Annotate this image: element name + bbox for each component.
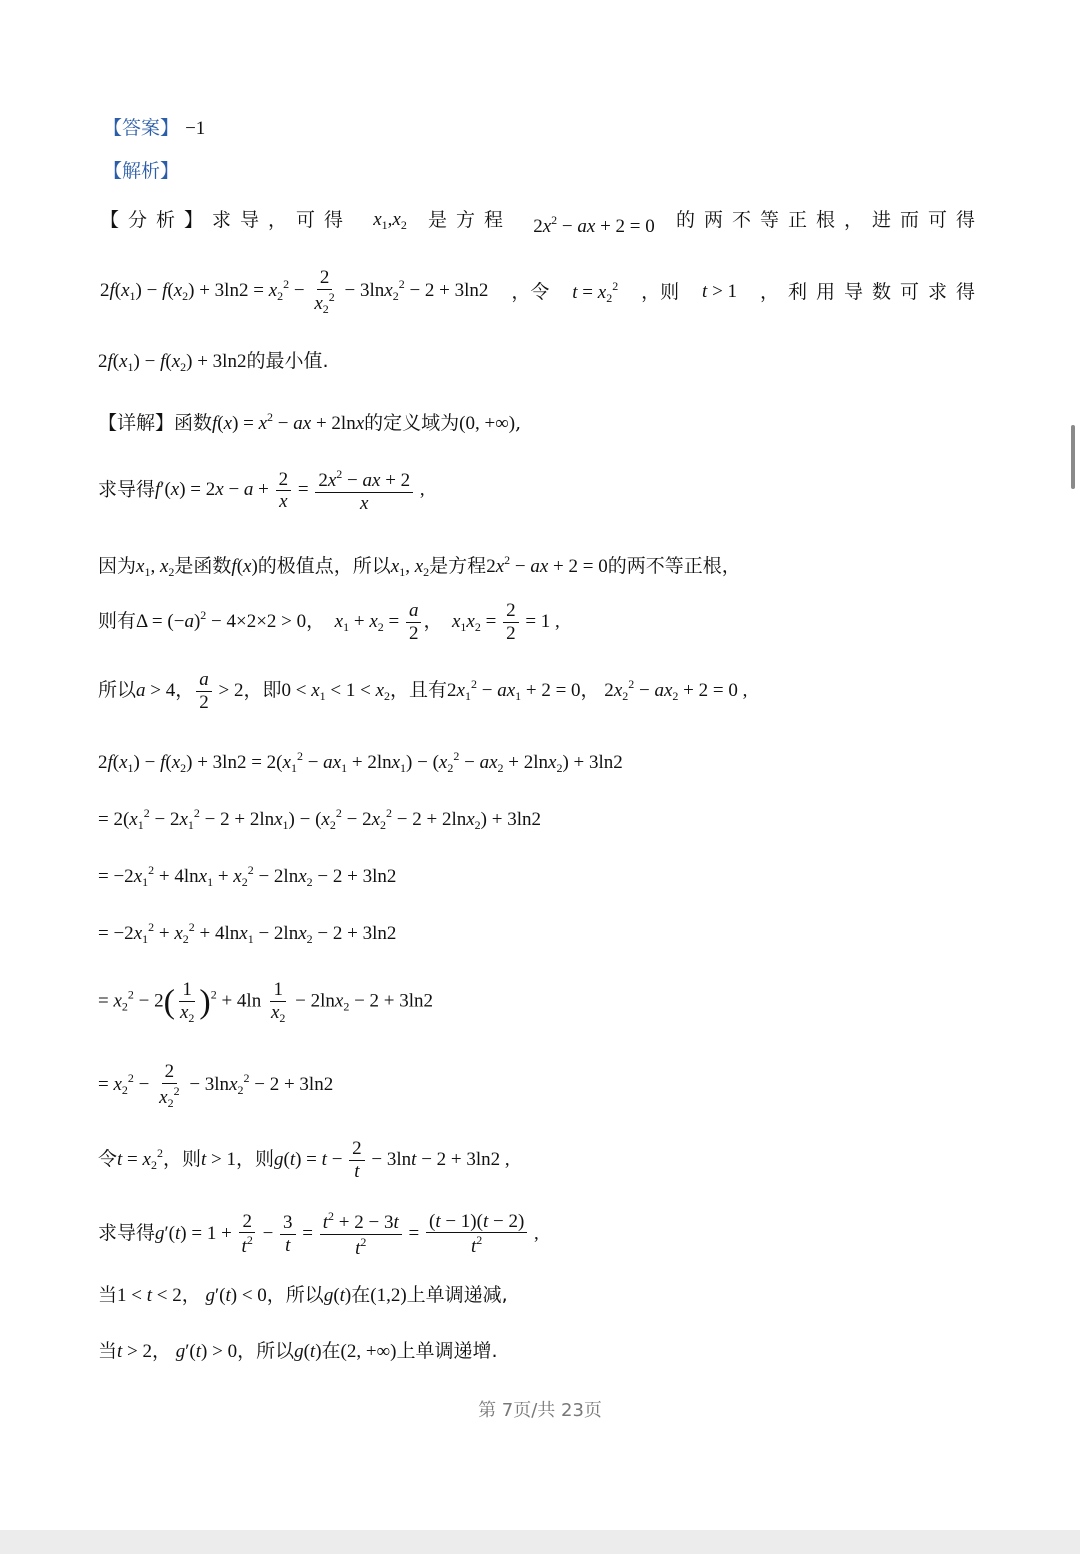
derivation-line-5: = $x_2^2 - 2$( $\frac{1}{x_2}$ )$^2$ + 4ln $\frac{1}{x_2}$ − 2lnx$_2$ − 2 + 3ln2 (98, 979, 434, 1025)
detail-line-4: 则有$\Delta = (-a)^2 - 4\times 2\times 2 > 0$， $x_1 + x_2$ = $\frac{a}{2}$ ， $x_1x_2$ = $\frac{2}{2}$ = 1 , (98, 600, 560, 645)
increasing-line: 当t > 2， g′(t) > 0，所以g(t)在(2, +∞)上单调递增. (98, 1340, 498, 1362)
answer-label: 【答案】 (103, 117, 180, 139)
derivation-line-1: $2f(x_1) - f(x_2) + 3\ln 2 = 2(x_1^2 - ax_1 + 2\ln x_1) - (x_2^2 - ax_2 + 2\ln x_2) + 3\ln 2$ (98, 749, 623, 775)
detail-line-2: 求导得f′(x) = 2x − a + $\frac{2}{x}$ = $\frac{2x^2 - ax + 2}{x}$ , (98, 467, 425, 514)
derivation-line-4: = $-2x_1^2 + x_2^2 + 4\ln x_1 - 2\ln x_2 - 2 + 3\ln 2$ (98, 920, 397, 946)
analysis-heading: 【解析】 (103, 160, 180, 182)
page-footer: 第 7页/共 23页 (478, 1400, 602, 1421)
derivation-line-2: = $2(x_1^2 - 2x_1^2 - 2 + 2\ln x_1) - (x_2^2 - 2x_2^2 - 2 + 2\ln x_2) + 3\ln 2$ (98, 806, 541, 832)
answer-value: −1 (185, 118, 206, 139)
derivation-line-6: = $x_2^2$ − $\frac{2}{x_2^2}$ − 3lnx$_2^2$ − 2 + 3ln2 (98, 1061, 334, 1110)
analysis-line-1: 【分析】求导，可得 $x_1,x_2$ 是方程 $2x^2$ − ax + 2 = 0 的两不等正根，进而可得 (100, 209, 984, 237)
scrollbar-thumb[interactable] (1071, 425, 1075, 489)
detail-line-3: 因为$x_1$, $x_2$是函数f(x)的极值点，所以$x_1$, $x_2$是方程$2x^2$ − ax + 2 = 0的两不等正根， (98, 553, 741, 579)
substitution-line: 令$t = x_2^2$，则t > 1，则g(t) = t − $\frac{2}{t}$ − 3lnt − 2 + 3ln2 , (98, 1138, 510, 1183)
bottom-strip (0, 1530, 1080, 1554)
answer-line (103, 114, 205, 143)
detail-line-1: 【详解】函数$f(x) = x^2$ − ax + 2lnx的定义域为(0, +∞), (98, 410, 522, 434)
derivation-line-3: = $-2x_1^2 + 4\ln x_1 + x_2^2 - 2\ln x_2 - 2 + 3\ln 2$ (98, 863, 397, 889)
analysis-line-2: $2f(x_1) - f(x_2) + 3\ln 2 = x_2^2$ − $\frac{2}{x_2^2}$ − 3lnx$_2^2$ − 2 + 3ln2 ，令 $t = x_2^2$ ，则 t > 1 ，利用导数可求得 (100, 267, 984, 316)
detail-line-5: 所以a > 4， $\frac{a}{2}$ > 2，即$0 < x_1 < 1 < x_2$，且有$2x_1^2 - ax_1 + 2 = 0$， $2x_2^2 - ax_2 + 2 = 0$ , (98, 669, 748, 714)
decreasing-line: 当1 < t < 2， g′(t) < 0，所以g(t)在(1,2)上单调递减, (98, 1284, 508, 1306)
analysis-line-3: $2f(x_1) - f(x_2) + 3\ln 2$的最小值. (98, 350, 329, 374)
g-derivative-line: 求导得g′(t) = 1 + $\frac{2}{t^2}$ − $\frac{3}{t}$ = $\frac{t^2 + 2 - 3t}{t^2}$ = $\frac{(t - 1)(t - 2)}{t^2}$ , (98, 1209, 539, 1259)
